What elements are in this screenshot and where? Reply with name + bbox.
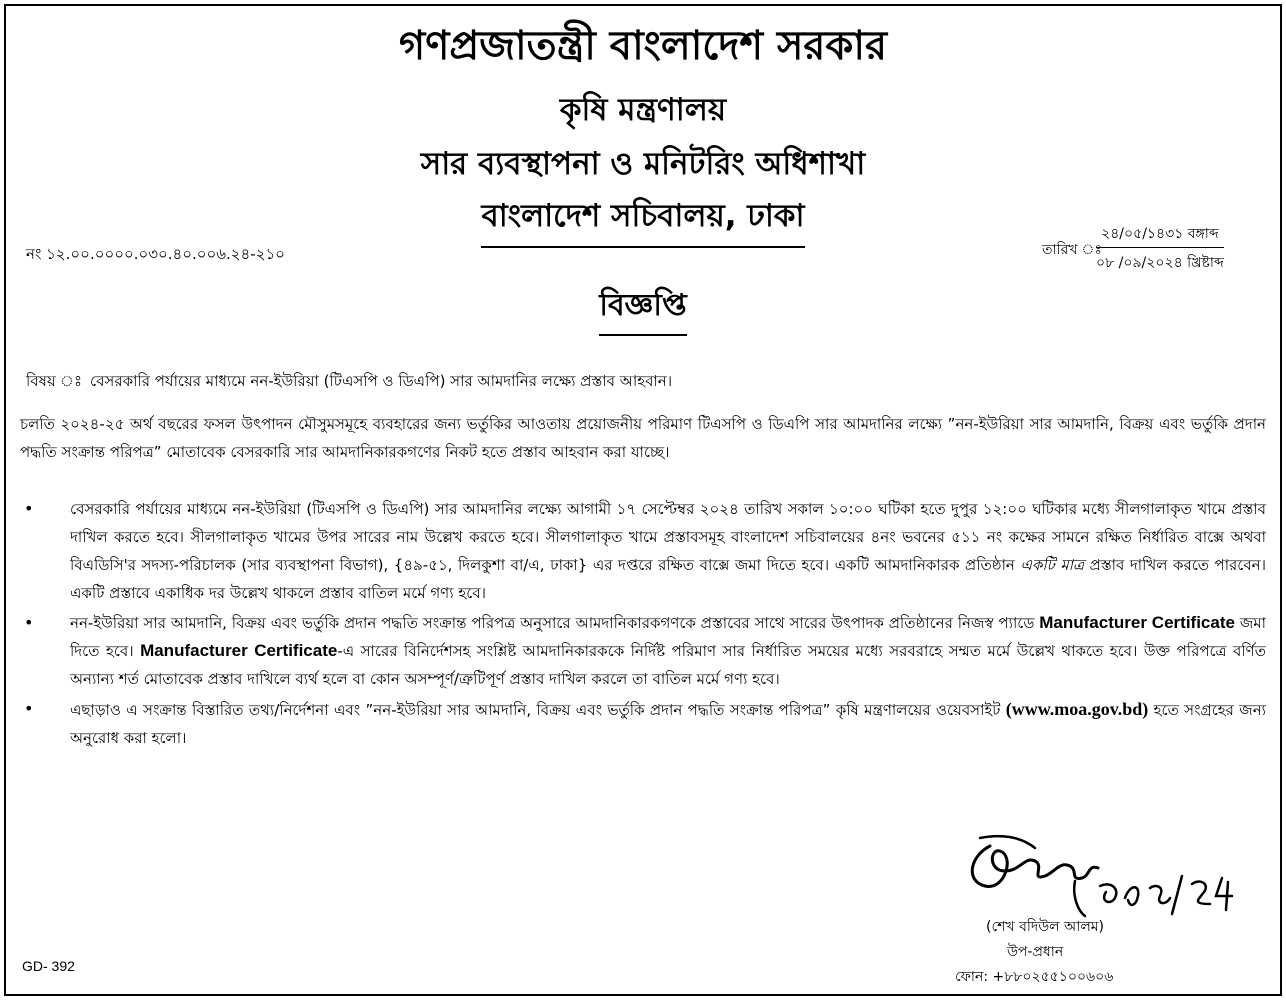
bullet-3-text-end: হতে সংগ্রহের জন্য অনুরোধ করা হলো। [70,701,1266,747]
date-gregorian: ০৮ /০৯/২০২৪ খ্রিষ্টাব্দ [1096,255,1224,271]
signatory-name: (শেখ বদিউল আলম) [986,919,1105,935]
bullet-2-text: নন-ইউরিয়া সার আমদানি, বিক্রয় এবং ভর্তুকি প্রদান পদ্ধতি সংক্রান্ত পরিপত্র অনুসারে আমদানিকারকগণকে প্রস্তাবের সাথে সারের উৎপাদক প্রতিষ্ঠানের নিজস্ব প্যাডে [70,614,1035,632]
manufacturer-certificate-1: Manufacturer Certificate [1039,613,1235,632]
bullet-3-text: এছাড়াও এ সংক্রান্ত বিস্তারিত তথ্য/নির্দেশনা এবং ”নন-ইউরিয়া সার আমদানি, বিক্রয় এবং ভর্তুকি প্রদান পদ্ধতি সংক্রান্ত পরিপত্র” কৃষি মন্ত্রণালয়ের ওয়েবসাইট [70,701,1001,719]
bullet-icon: • [24,699,34,718]
footer-code: GD- 392 [22,958,75,974]
website-link[interactable]: (www.moa.gov.bd) [1005,699,1149,719]
manufacturer-certificate-2: Manufacturer Certificate [140,641,338,660]
bullet-item-submission [20,495,1266,607]
date-label: তারিখ ঃ [1042,242,1102,258]
signatory-designation: উপ-প্রধান [1007,944,1064,960]
bullet-item-certificate [20,609,1266,693]
signatory-phone: ফোন: +৮৮০২৫৫১০০৬০৬ [955,969,1114,985]
bullet-icon: • [24,499,34,518]
wing-heading: সার ব্যবস্থাপনা ও মনিটরিং অধিশাখা [420,146,866,182]
notice-title: বিজ্ঞপ্তি [599,281,686,336]
notice-title-wrap [0,281,1286,336]
subject-label: বিষয় ঃ [26,372,82,390]
bullet-2-text-mid: জমা দিতে হবে। [70,614,1266,660]
memo-number: নং ১২.০০.০০০০.০৩০.৪০.০০৬.২৪-২১০ [26,245,285,263]
date-block [1096,222,1224,275]
location-heading: বাংলাদেশ সচিবালয়, ঢাকা [481,192,804,248]
bullet-1-text-end: প্রস্তাব দাখিল করতে পারবেন। একটি প্রস্তাবে একাধিক দর উল্লেখ থাকলে প্রস্তাব বাতিল মর্মে গণ্য হবে। [70,556,1266,602]
subject-text: বেসরকারি পর্যায়ের মাধ্যমে নন-ইউরিয়া (টিএসপি ও ডিএপি) সার আমদানির লক্ষ্যে প্রস্তাব আহবান। [90,372,673,390]
intro-paragraph: চলতি ২০২৪-২৫ অর্থ বছরের ফসল উৎপাদন মৌসুমসমূহে ব্যবহারের জন্য ভর্তুকির আওতায় প্রয়োজনীয় পরিমাণ টিএসপি ও ডিএপি সার আমদানির লক্ষ্যে ”নন-ইউরিয়া সার আমদানি, বিক্রয় এবং ভর্তুকি প্রদান পদ্ধতি সংক্রান্ত পরিপত্র” মোতাবেক বেসরকারি সার আমদানিকারকগণের নিকট হতে প্রস্তাব আহবান করা যাচ্ছে। [20,415,1266,461]
date-bangla: ২৪/০৫/১৪৩১ বঙ্গাব্দ [1096,222,1224,248]
bullet-icon: • [24,613,34,632]
bullet-list [20,495,1266,754]
bullet-1-text: বেসরকারি পর্যায়ের মাধ্যমে নন-ইউরিয়া (টিএসপি ও ডিএপি) সার আমদানির লক্ষ্যে আগামী ১৭ সেপ্টেম্বর ২০২৪ তারিখ সকাল ১০:০০ ঘটিকা হতে দুপুর ১২:০০ ঘটিকার মধ্যে সীলগালাকৃত খামে প্রস্তাব দাখিল করতে হবে। সীলগালাকৃত খামের উপর সারের নাম উল্লেখ করতে হবে। সীলগালাকৃত খামে প্রস্তাবসমূহ বাংলাদেশ সচিবালয়ের ৪নং ভবনের ৫১১ নং কক্ষের সামনে রক্ষিত নির্ধারিত বাক্সে অথবা বিএডিসি'র সদস্য-পরিচালক (সার ব্যবস্থাপনা বিভাগ), {৪৯-৫১, দিলকুশা বা/এ, ঢাকা} এর দপ্তরে রক্ষিত বাক্সে জমা দিতে হবে। একটি আমদানিকারক প্রতিষ্ঠান [70,500,1266,574]
bullet-2-text-end: -এ সারের বিনির্দেশসহ সংশ্লিষ্ট আমদানিকারককে নির্দিষ্ট পরিমাণ সার নির্ধারিত সময়ের মধ্যে সরবরাহে সম্মত মর্মে উল্লেখ থাকতে হবে। উক্ত পরিপত্রে বর্ণিত অন্যান্য শর্ত মোতাবেক প্রস্তাব দাখিলে ব্যর্থ হলে বা কোন অসম্পূর্ণ/ত্রুটিপূর্ণ প্রস্তাব দাখিল করলে তা বাতিল মর্মে গণ্য হবে। [70,642,1266,688]
signature-image [960,826,1260,926]
government-heading: গণপ্রজাতন্ত্রী বাংলাদেশ সরকার [399,23,887,69]
bullet-item-website [20,695,1266,752]
ministry-heading: কৃষি মন্ত্রণালয় [559,92,727,128]
bullet-1-italic: একটি মাত্র [1020,556,1085,574]
